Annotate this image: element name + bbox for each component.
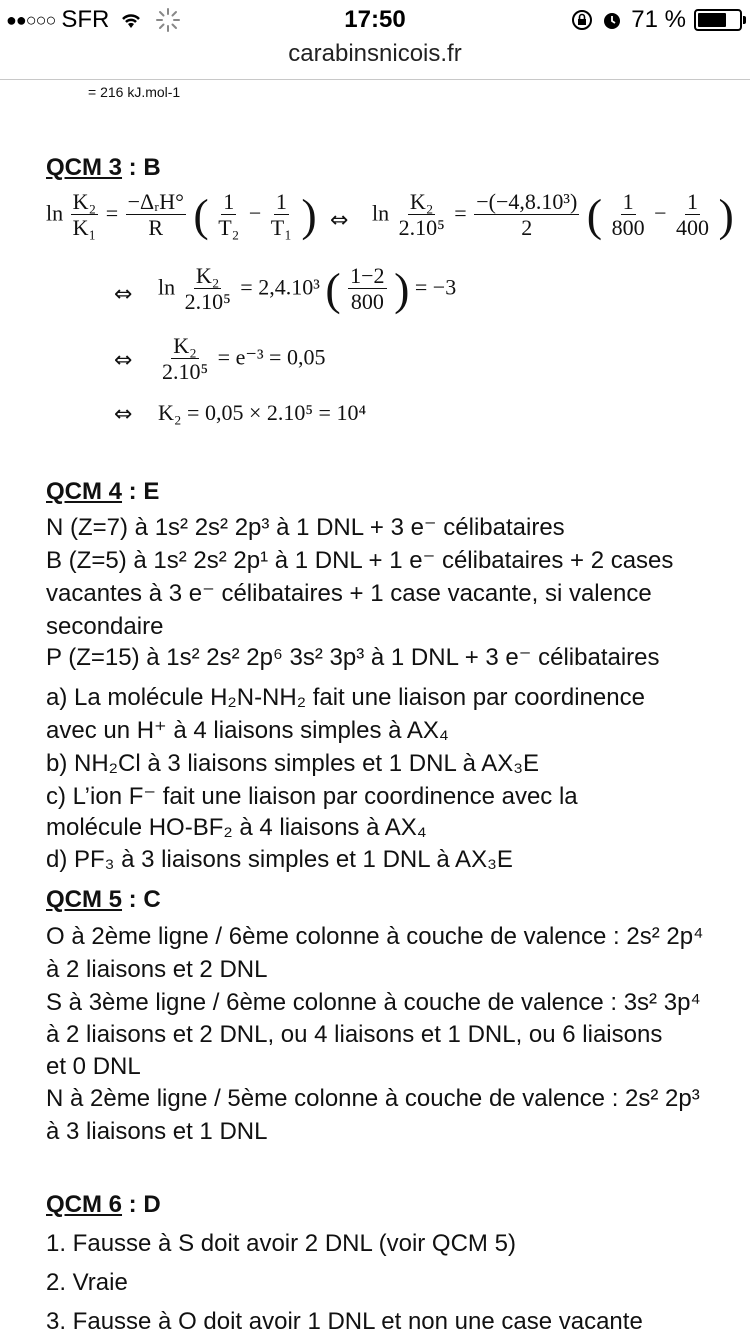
qcm5-line-7: à 3 liaisons et 1 DNL xyxy=(46,1118,268,1145)
equivalence-arrow-icon: ⇔ xyxy=(114,402,133,427)
eq3-frac1-num: K₂ xyxy=(195,263,220,288)
battery-fill xyxy=(698,13,726,27)
address-bar[interactable] xyxy=(0,40,750,78)
qcm3-equation-5: K₂ = 0,05 × 2.10⁵ = 10⁴ xyxy=(158,400,367,425)
eq4-frac-num: K₂ xyxy=(173,333,197,358)
qcm4-line-5: P (Z=15) à 1s² 2s² 2p⁶ 3s² 3p³ à 1 DNL + 3 e⁻ célibataires xyxy=(46,644,660,671)
qcm3-number: QCM 3 xyxy=(46,154,123,181)
eq2-frac3-num: 1 xyxy=(622,189,634,214)
eq3-frac2-num: 1−2 xyxy=(350,263,385,288)
eq4-end: = e⁻³ = 0,05 xyxy=(217,344,326,370)
qcm4-line-7: avec un H⁺ à 4 liaisons simples à AX₄ xyxy=(46,717,449,744)
qcm4-line-4: secondaire xyxy=(46,613,164,640)
eq1-frac3-num: 1 xyxy=(223,189,235,214)
previous-result: = 216 kJ.mol-1 xyxy=(88,84,181,100)
status-right xyxy=(571,6,742,34)
qcm4-line-2: B (Z=5) à 1s² 2s² 2p¹ à 1 DNL + 1 e⁻ célibataires + 2 cases xyxy=(46,547,674,574)
eq3-end: = −3 xyxy=(414,274,457,300)
qcm5-line-1: O à 2ème ligne / 6ème colonne à couche de valence : 2s² 2p⁴ xyxy=(46,923,704,950)
equivalence-arrow-icon: ⇔ xyxy=(114,282,133,307)
battery-percent: 71 % xyxy=(631,6,686,33)
qcm3-equation-1: ln $\frac{\text{K₂}}{\text{K₁}}$ = $\frac{\text{−ΔᵣH°}}{R}$ ( $\frac{1}{\text{T₂}}$ − $\frac{1}{\text{T₁}}$ ) xyxy=(46,189,317,241)
qcm5-line-4: à 2 liaisons et 2 DNL, ou 4 liaisons et 1 DNL, ou 6 liaisons xyxy=(46,1021,663,1048)
qcm5-line-2: à 2 liaisons et 2 DNL xyxy=(46,956,268,983)
qcm3-equation-4 xyxy=(158,334,325,385)
eq1-frac4-den: T₁ xyxy=(270,215,292,240)
qcm5-line-6: N à 2ème ligne / 5ème colonne à couche de valence : 2s² 2p³ xyxy=(46,1085,700,1112)
qcm4-line-11: d) PF₃ à 3 liaisons simples et 1 DNL à AX₃E xyxy=(46,846,513,873)
qcm5-number: QCM 5 xyxy=(46,886,123,913)
qcm5-line-3: S à 3ème ligne / 6ème colonne à couche de valence : 3s² 3p⁴ xyxy=(46,989,701,1016)
eq2-frac2-num: −(−4,8.10³) xyxy=(476,189,578,214)
eq2-frac1-den: 2.10⁵ xyxy=(398,215,445,240)
eq2-frac1-num: K₂ xyxy=(409,189,434,214)
ln-label: ln xyxy=(46,200,64,226)
qcm6-number: QCM 6 xyxy=(46,1191,123,1218)
qcm4-line-3: vacantes à 3 e⁻ célibataires + 1 case vacante, si valence xyxy=(46,580,652,607)
eq2-frac3-den: 800 xyxy=(611,215,645,240)
alarm-icon xyxy=(601,9,623,31)
qcm4-line-1: N (Z=7) à 1s² 2s² 2p³ à 1 DNL + 3 e⁻ célibataires xyxy=(46,514,565,541)
qcm4-line-6: a) La molécule H₂N-NH₂ fait une liaison par coordinence xyxy=(46,684,645,711)
eq1-frac3-den: T₂ xyxy=(218,215,240,240)
qcm3-equation-3: ln $\frac{\text{K₂}}{\text{2.10⁵}}$ = 2,4.10³ ( $\frac{1-2}{800}$ ) = −3 xyxy=(158,263,457,315)
qcm5-answer: C xyxy=(143,886,161,913)
qcm6-line-1: 1. Fausse à S doit avoir 2 DNL (voir QCM 5) xyxy=(46,1230,516,1257)
qcm4-line-8: b) NH₂Cl à 3 liaisons simples et 1 DNL à AX₃E xyxy=(46,750,540,777)
qcm4-heading: QCM 4 : E xyxy=(46,478,160,505)
qcm5-line-5: et 0 DNL xyxy=(46,1053,141,1080)
qcm4-line-9: c) L’ion F⁻ fait une liaison par coordinence avec la xyxy=(46,783,578,810)
eq2-frac4-num: 1 xyxy=(687,189,699,214)
qcm4-answer: E xyxy=(143,478,160,505)
signal-strength-icon: ●●○○○ xyxy=(6,9,56,30)
qcm6-heading: QCM 6 : D xyxy=(46,1191,161,1218)
eq2-frac2-den: 2 xyxy=(521,215,533,240)
eq1-frac2-num: −ΔᵣH° xyxy=(127,189,184,214)
eq1-frac4-num: 1 xyxy=(275,189,287,214)
eq1-frac1-num: K₂ xyxy=(72,189,97,214)
eq3-frac2-den: 800 xyxy=(350,289,384,314)
qcm3-heading: QCM 3 : B xyxy=(46,154,161,181)
url-text[interactable]: carabinsnicois.fr xyxy=(288,40,462,67)
eq1-frac2-den: R xyxy=(148,215,164,240)
orientation-lock-icon xyxy=(571,9,593,31)
page-content xyxy=(0,80,750,1334)
qcm3-equation-2: ln $\frac{\text{K₂}}{\text{2.10⁵}}$ = $\frac{\text{−(−4,8.10³)}}{2}$ ( $\frac{1}{800}$ − $\frac{1}{400}$ ) xyxy=(372,189,734,241)
qcm4-line-10: molécule HO-BF₂ à 4 liaisons à AX₄ xyxy=(46,814,427,841)
eq2-frac4-den: 400 xyxy=(676,215,710,240)
qcm4-number: QCM 4 xyxy=(46,478,123,505)
equivalence-arrow-icon: ⇔ xyxy=(330,208,349,233)
qcm3-answer: B xyxy=(143,154,161,181)
equivalence-arrow-icon: ⇔ xyxy=(114,348,133,373)
carrier-name: SFR xyxy=(61,6,110,33)
qcm6-line-2: 2. Vraie xyxy=(46,1269,128,1296)
eq1-frac1-den: K₁ xyxy=(72,215,97,240)
qcm6-answer: D xyxy=(143,1191,161,1218)
qcm5-heading: QCM 5 : C xyxy=(46,886,161,913)
clock: 17:50 xyxy=(344,6,406,33)
qcm6-line-3: 3. Fausse à O doit avoir 1 DNL et non une case vacante xyxy=(46,1308,643,1334)
status-bar xyxy=(0,0,750,40)
eq3-mid: = 2,4.10³ xyxy=(240,274,320,300)
eq3-frac1-den: 2.10⁵ xyxy=(184,289,231,314)
battery-icon xyxy=(694,9,742,31)
eq4-frac-den: 2.10⁵ xyxy=(162,359,209,384)
